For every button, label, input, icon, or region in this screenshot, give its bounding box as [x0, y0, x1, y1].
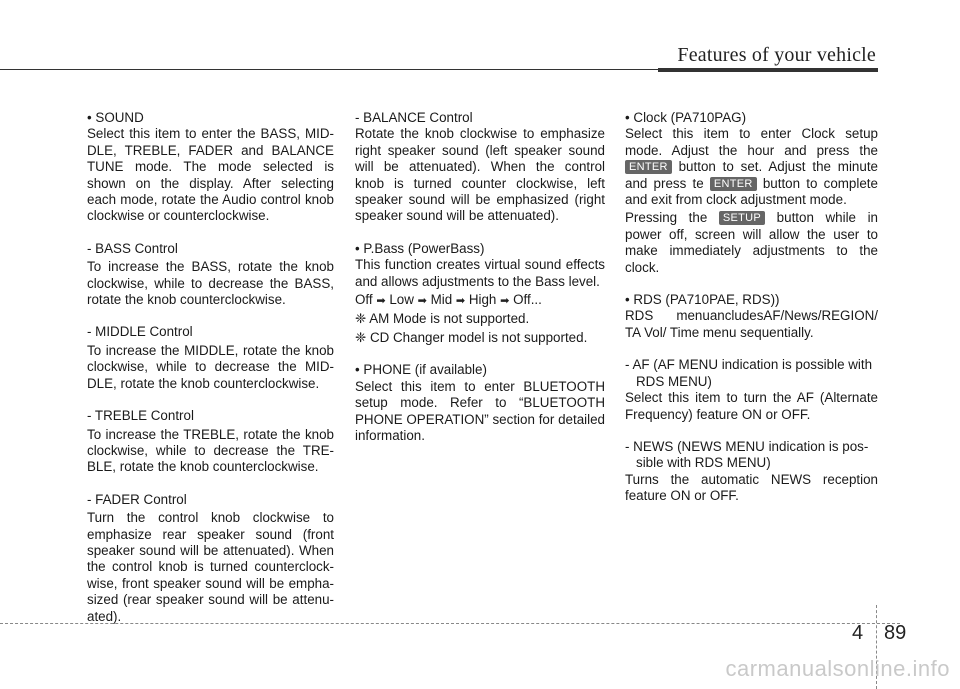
- clock-text: [625, 126, 878, 208]
- clock-text-3: button to complete and exit from clock adjustment mode.: [625, 175, 878, 208]
- note-cd-changer: ❈ CD Changer model is not supported.: [355, 329, 588, 345]
- balance-text: Rotate the knob clockwise to emphasize right speaker sound (left speaker sound will be attenuated). When the control knob is turned counter clockwise, left speaker sound will be emphasized (right speaker sound will be attenuated).: [355, 126, 605, 224]
- af-text: Select this item to turn the AF (Alternate Frequency) feature ON or OFF.: [625, 390, 878, 422]
- note-am: ❈ AM Mode is not supported.: [355, 311, 530, 327]
- pressing-text-2: button while in power off, screen will allow the user to make immediately adjustments to the clock.: [625, 210, 878, 275]
- rds-heading: • RDS (PA710PAE, RDS)): [625, 292, 780, 308]
- level-off: Off: [355, 292, 373, 308]
- sound-text: Select this item to enter the BASS, MID-DLE, TREBLE, FADER and BALANCE TUNE mode. The mode selected is shown on the display. After selecting each mode, rotate the Audio control knob clockwise or counterclockwise.: [87, 126, 334, 224]
- clock-text-2: button to set. Adjust the minute and press te: [625, 159, 878, 191]
- arrow-right-icon: ➡: [417, 295, 427, 308]
- fader-heading: - FADER Control: [87, 491, 187, 507]
- arrow-right-icon: ➡: [376, 295, 386, 308]
- treble-heading: - TREBLE Control: [87, 408, 194, 424]
- level-high: High: [468, 292, 497, 308]
- balance-heading: - BALANCE Control: [355, 110, 473, 125]
- setup-button-icon: SETUP: [719, 211, 765, 225]
- pbass-heading: • P.Bass (PowerBass): [355, 240, 485, 256]
- header-accent-bar: [658, 68, 878, 72]
- treble-text: To increase the TREBLE, rotate the knob clockwise, while to decrease the TRE-BLE, rotate the knob counterclockwise.: [87, 426, 334, 475]
- news-heading: - NEWS (NEWS MENU indication is pos-sible with RDS MENU): [625, 438, 869, 471]
- bass-heading: - BASS Control: [87, 240, 178, 256]
- arrow-right-icon: ➡: [455, 295, 466, 308]
- pbass-levels: [355, 292, 605, 309]
- chapter-number: 4: [852, 622, 864, 644]
- column-left: [87, 110, 334, 625]
- sound-heading: • SOUND: [87, 110, 144, 125]
- af-heading: - AF (AF MENU indication is possible with RDS MENU): [625, 357, 873, 389]
- clock-heading: • Clock (PA710PAG): [625, 110, 747, 125]
- middle-heading: - MIDDLE Control: [87, 324, 193, 340]
- page-number: 89: [884, 622, 907, 644]
- enter-button-icon: ENTER: [710, 177, 757, 191]
- clock-text-1: Select this item to enter Clock setup mode. Adjust the hour and press the: [625, 126, 878, 158]
- page-header-title: Features of your vehicle: [677, 44, 876, 66]
- fader-text: Turn the control knob clockwise to emphasize rear speaker sound (front speaker sound will be attenuated). When the control knob is turned counterclock-wise, front speaker sound will be empha-sized (rear speaker sound will be attenu-ated).: [87, 510, 334, 624]
- pressing-text-1: Pressing the: [625, 210, 708, 226]
- pressing-text: [625, 210, 878, 276]
- level-mid: Mid: [430, 292, 453, 308]
- news-text: Turns the automatic NEWS reception feature ON or OFF.: [625, 471, 878, 504]
- bass-text: To increase the BASS, rotate the knob clockwise, while to decrease the BASS, rotate the knob counterclockwise.: [87, 259, 334, 308]
- arrow-right-icon: ➡: [500, 295, 510, 308]
- column-middle: [355, 110, 605, 444]
- phone-heading: • PHONE (if available): [355, 362, 487, 378]
- level-off-repeat: Off...: [513, 292, 542, 308]
- column-right: [625, 110, 878, 505]
- pbass-text: This function creates virtual sound effects and allows adjustments to the Bass level.: [355, 257, 605, 289]
- watermark: carmanualsonline.info: [725, 656, 950, 681]
- footer-rule: [0, 623, 900, 624]
- middle-text: To increase the MIDDLE, rotate the knob clockwise, while to decrease the MID-DLE, rotate the knob counterclockwise.: [87, 342, 334, 391]
- rds-text: RDS menuancludesAF/News/REGION/ TA Vol/ Time menu sequentially.: [625, 308, 878, 340]
- phone-text: Select this item to enter BLUETOOTH setup mode. Refer to “BLUETOOTH PHONE OPERATION” section for detailed information.: [355, 378, 605, 443]
- enter-button-icon: ENTER: [625, 160, 672, 174]
- level-low: Low: [389, 292, 414, 308]
